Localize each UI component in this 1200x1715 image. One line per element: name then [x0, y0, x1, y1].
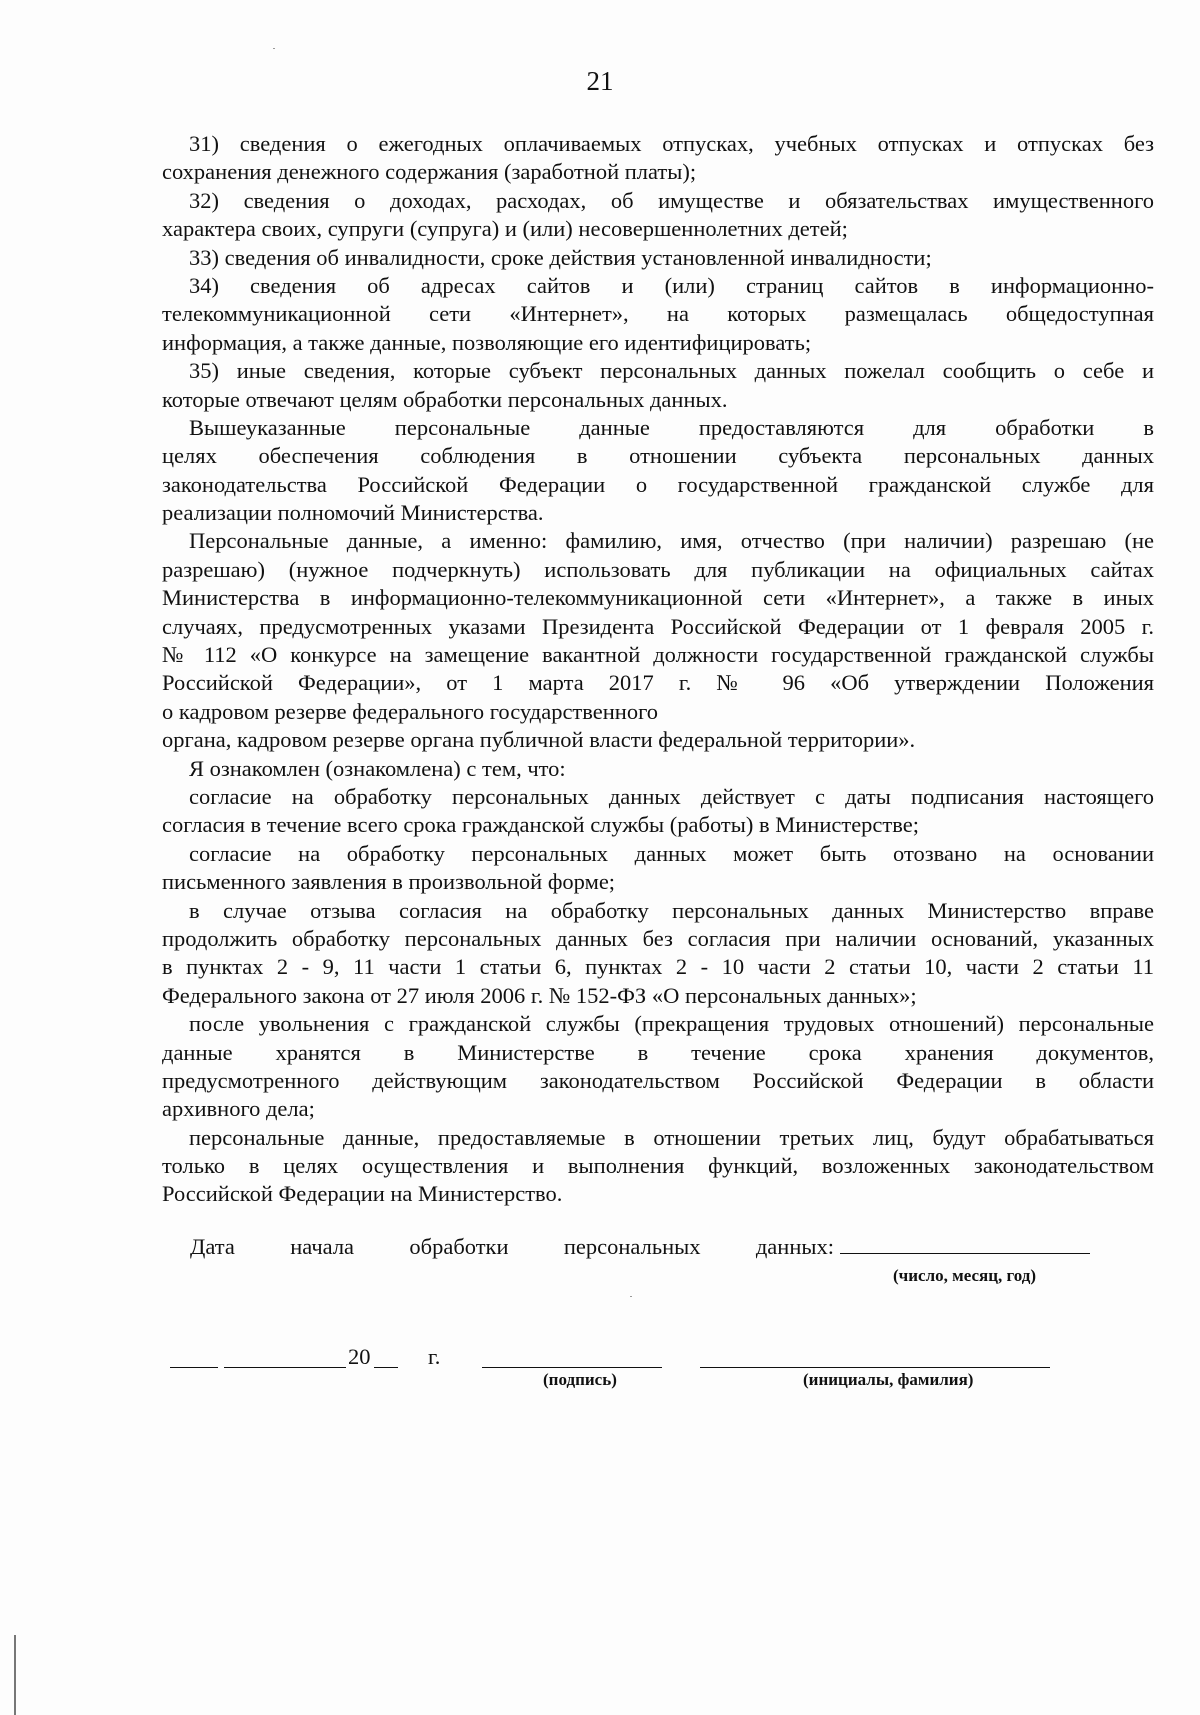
- text-line: Федерального закона от 27 июля 2006 г. № 152-ФЗ «О персональных данных»;: [162, 982, 917, 1008]
- text-line: после увольнения с гражданской службы (прекращения трудовых отношений) персональные: [189, 1011, 1154, 1037]
- text-line: № 112 «О конкурсе на замещение вакантной должности государственной гражданской службы: [162, 642, 1154, 668]
- year-field[interactable]: [374, 1367, 398, 1368]
- text-line: Российской Федерации на Министерство.: [162, 1181, 563, 1207]
- text-line: характера своих, супруги (супруга) и (или) несовершеннолетних детей;: [162, 216, 848, 242]
- month-field[interactable]: [224, 1367, 346, 1368]
- text-line: которые отвечают целям обработки персональных данных.: [162, 386, 728, 412]
- signature-caption: (подпись): [543, 1370, 617, 1389]
- text-line: предусмотренного действующим законодательством Российской Федерации в области: [162, 1067, 1154, 1093]
- text-line: Персональные данные, а именно: фамилию, имя, отчество (при наличии) разрешаю (не: [189, 528, 1154, 554]
- processing-start-date-field[interactable]: [840, 1233, 1090, 1254]
- date-label-word: обработки: [409, 1234, 509, 1259]
- text-line: разрешаю) (нужное подчеркнуть) использовать для публикации на официальных сайтах: [162, 556, 1154, 582]
- text-line: согласие на обработку персональных данных может быть отозвано на основании: [189, 840, 1154, 866]
- text-line: только в целях осуществления и выполнения функций, возложенных законодательством: [162, 1153, 1154, 1179]
- name-caption: (инициалы, фамилия): [803, 1370, 974, 1389]
- date-label-word: начала: [290, 1234, 355, 1259]
- text-line: Я ознакомлен (ознакомлена) с тем, что:: [189, 755, 566, 781]
- scan-speck: [273, 48, 275, 49]
- text-line: о кадровом резерве федерального государственного: [162, 698, 658, 724]
- text-line: в пунктах 2 - 9, 11 части 1 статьи 6, пунктах 2 - 10 части 2 статьи 10, части 2 статьи 11: [162, 954, 1154, 980]
- text-line: сохранения денежного содержания (заработной платы);: [162, 159, 697, 185]
- text-line: Российской Федерации», от 1 марта 2017 г. № 96 «Об утверждении Положения: [162, 670, 1154, 696]
- year-prefix: 20: [348, 1344, 371, 1369]
- text-line: Вышеуказанные персональные данные предоставляются для обработки в: [189, 414, 1154, 440]
- text-line: данные хранятся в Министерстве в течение срока хранения документов,: [162, 1039, 1154, 1065]
- text-line: продолжить обработку персональных данных без согласия при наличии оснований, указанных: [162, 925, 1154, 951]
- text-line: реализации полномочий Министерства.: [162, 500, 544, 526]
- processing-start-date-row: [190, 1232, 1090, 1262]
- text-line: законодательства Российской Федерации о государственной гражданской службе для: [162, 471, 1154, 497]
- consent-body-text: [162, 130, 1154, 1209]
- signature-field[interactable]: [482, 1367, 662, 1368]
- text-line: 35) иные сведения, которые субъект персональных данных пожелал сообщить о себе и: [189, 358, 1154, 384]
- text-line: органа, кадровом резерве органа публичной власти федеральной территории».: [162, 727, 916, 753]
- scan-edge-mark: [14, 1635, 16, 1715]
- day-field[interactable]: [170, 1367, 218, 1368]
- text-line: информация, а также данные, позволяющие его идентифицировать;: [162, 329, 812, 355]
- page-number: 21: [586, 66, 614, 96]
- text-line: письменного заявления в произвольной форме;: [162, 869, 616, 895]
- scan-speck: [630, 1296, 632, 1297]
- date-label-word: Дата: [190, 1234, 235, 1259]
- date-caption: (число, месяц, год): [893, 1266, 1037, 1285]
- text-line: случаях, предусмотренных указами Президента Российской Федерации от 1 февраля 2005 г.: [162, 613, 1154, 639]
- date-label-word: данных:: [755, 1234, 834, 1259]
- date-label-word: персональных: [563, 1234, 701, 1259]
- text-line: 33) сведения об инвалидности, сроке действия установленной инвалидности;: [189, 244, 932, 270]
- text-line: в случае отзыва согласия на обработку персональных данных Министерство вправе: [189, 897, 1154, 923]
- text-line: согласия в течение всего срока гражданской службы (работы) в Министерстве;: [162, 812, 919, 838]
- text-line: телекоммуникационной сети «Интернет», на которых размещалась общедоступная: [162, 301, 1154, 327]
- text-line: 32) сведения о доходах, расходах, об имуществе и обязательствах имущественного: [189, 187, 1154, 213]
- text-line: целях обеспечения соблюдения в отношении субъекта персональных данных: [162, 443, 1154, 469]
- text-line: Министерства в информационно-телекоммуникационной сети «Интернет», а также в иных: [162, 585, 1154, 611]
- text-line: 31) сведения о ежегодных оплачиваемых отпусках, учебных отпусках и отпусках без: [189, 131, 1154, 156]
- text-line: архивного дела;: [162, 1096, 315, 1122]
- year-suffix: г.: [428, 1344, 441, 1369]
- full-name-field[interactable]: [700, 1367, 1050, 1368]
- text-line: 34) сведения об адресах сайтов и (или) страниц сайтов в информационно-: [189, 272, 1154, 298]
- text-line: согласие на обработку персональных данных действует с даты подписания настоящего: [189, 783, 1154, 809]
- text-line: персональные данные, предоставляемые в отношении третьих лиц, будут обрабатываться: [189, 1124, 1154, 1150]
- signature-row: [170, 1343, 1070, 1373]
